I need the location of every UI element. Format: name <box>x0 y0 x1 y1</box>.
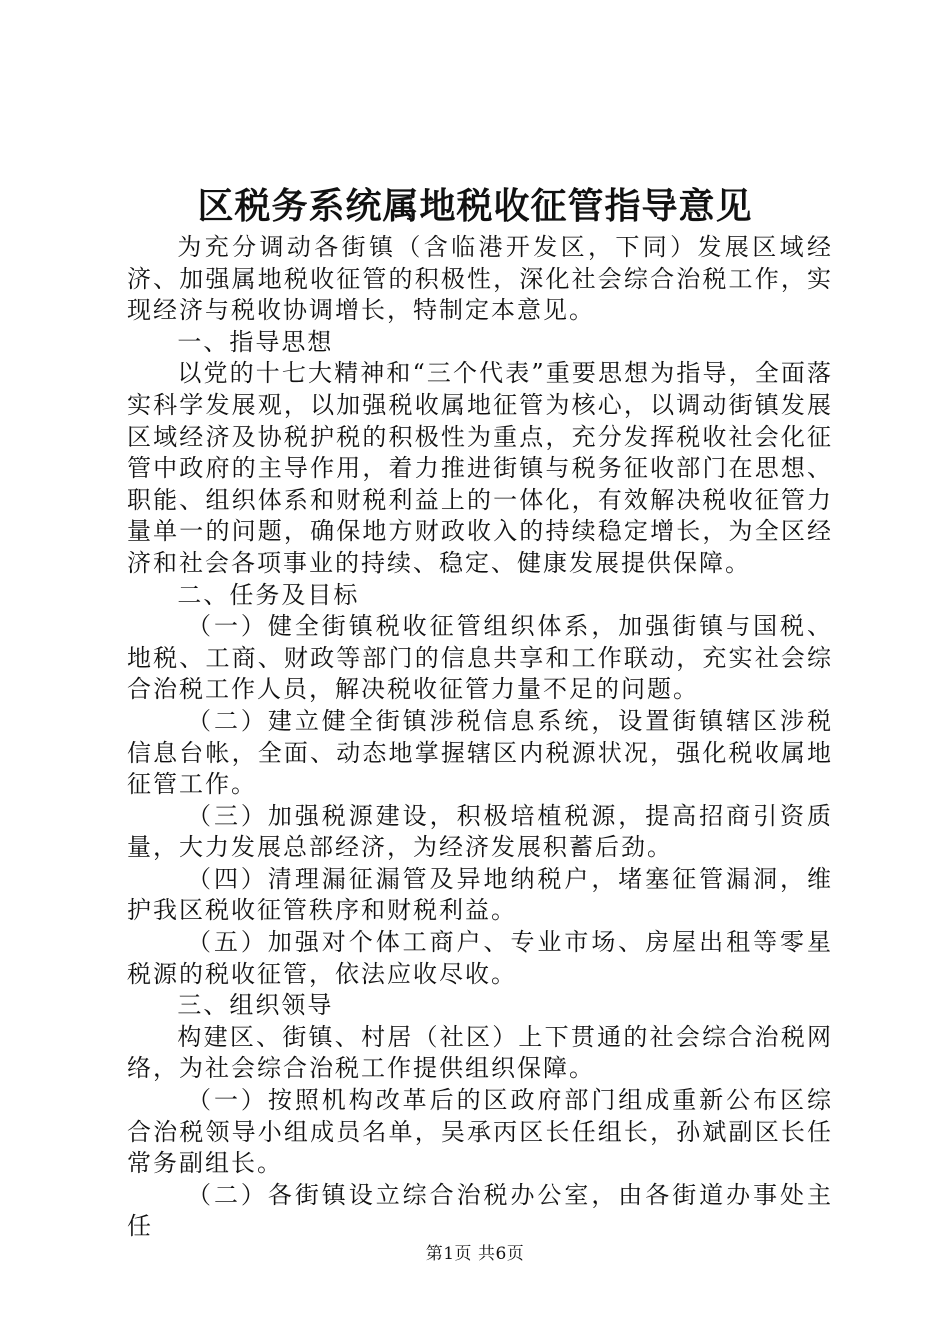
task-item-5: （五）加强对个体工商户、专业市场、房屋出租等零星税源的税收征管，依法应收尽收。 <box>127 928 833 988</box>
task-item-2: （二）建立健全街镇涉税信息系统，设置街镇辖区涉税信息台帐，全面、动态地掌握辖区内税源状况，强化税收属地征管工作。 <box>127 706 833 799</box>
page-indicator: 第1页 共6页 <box>425 1244 525 1264</box>
organization-paragraph: 构建区、街镇、村居（社区）上下贯通的社会综合治税网络，为社会综合治税工作提供组织保障。 <box>127 1022 833 1083</box>
organization-item-1: （一）按照机构改革后的区政府部门组成重新公布区综合治税领导小组成员名单，吴承丙区长任组长，孙斌副区长任常务副组长。 <box>127 1086 833 1178</box>
organization-item-2: （二）各街镇设立综合治税办公室，由各街道办事处主任 <box>127 1180 833 1241</box>
section-heading-organization: 三、组织领导 <box>177 991 334 1020</box>
intro-paragraph: 为充分调动各街镇（含临港开发区，下同）发展区域经济、加强属地税收征管的积极性，深化社会综合治税工作，实现经济与税收协调增长，特制定本意见。 <box>127 233 833 325</box>
section-heading-tasks-goals: 二、任务及目标 <box>177 580 360 609</box>
section-heading-guiding-ideology: 一、指导思想 <box>177 327 334 356</box>
document-body <box>127 232 833 1243</box>
task-item-3: （三）加强税源建设，积极培植税源，提高招商引资质量，大力发展总部经济，为经济发展积蓄后劲。 <box>127 801 833 862</box>
document-title: 区税务系统属地税收征管指导意见 <box>197 186 753 227</box>
task-item-1: （一）健全街镇税收征管组织体系，加强街镇与国税、地税、工商、财政等部门的信息共享和工作联动，充实社会综合治税工作人员，解决税收征管力量不足的问题。 <box>127 612 833 704</box>
task-item-4: （四）清理漏征漏管及异地纳税户，堵塞征管漏洞，维护我区税收征管秩序和财税利益。 <box>127 864 833 925</box>
guiding-ideology-paragraph: 以党的十七大精神和“三个代表”重要思想为指导，全面落实科学发展观，以加强税收属地征管为核心，以调动街镇发展区域经济及协税护税的积极性为重点，充分发挥税收社会化征管中政府的主导作用，着力推进街镇与税务征收部门在思想、职能、组织体系和财税利益上的一体化，有效解决税收征管力量单一的问题，确保地方财政收入的持续稳定增长，为全区经济和社会各项事业的持续、稳定、健康发展提供保障。 <box>127 359 833 577</box>
